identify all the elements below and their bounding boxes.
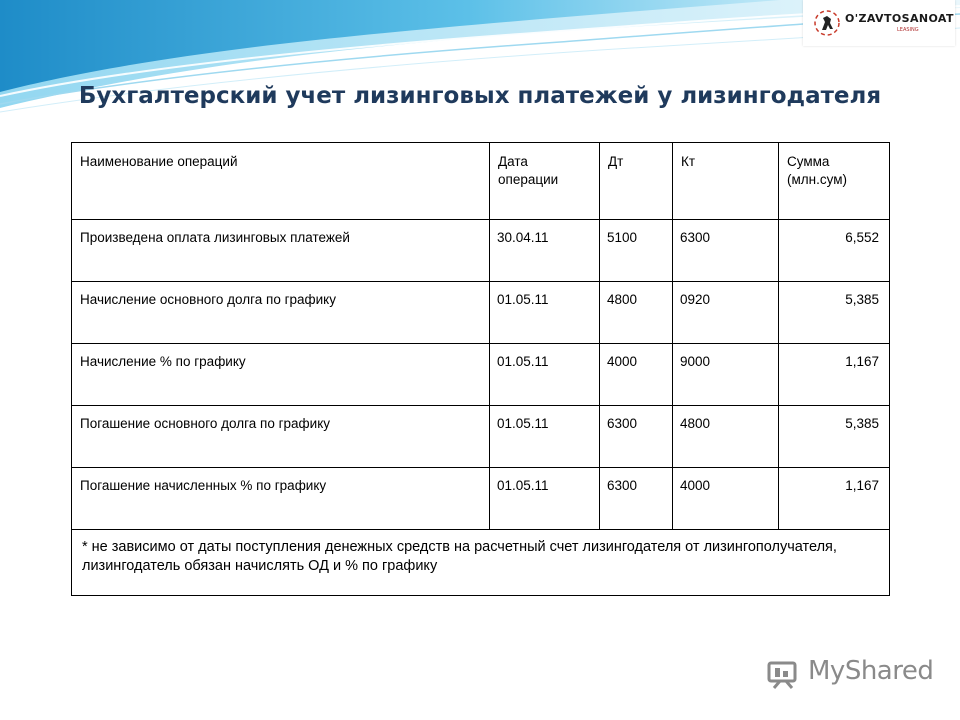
table-row [72, 220, 890, 282]
amount: 6,552 [779, 220, 890, 282]
operation-date: 01.05.11 [490, 282, 600, 344]
table-row [72, 344, 890, 406]
amount: 5,385 [779, 406, 890, 468]
column-header: Кт [673, 143, 779, 220]
operation-name: Погашение основного долга по графику [72, 406, 490, 468]
credit-account: 9000 [673, 344, 779, 406]
operation-date: 30.04.11 [490, 220, 600, 282]
amount: 1,167 [779, 468, 890, 530]
watermark-text: MyShared [808, 656, 934, 686]
debit-account: 6300 [600, 406, 673, 468]
table-footnote: * не зависимо от даты поступления денежных средств на расчетный счет лизингодателя от лизингополучателя, лизингодатель обязан начислять ОД и % по графику [72, 530, 890, 596]
brand-sub: LEASING [897, 27, 919, 33]
brand-logo [803, 0, 955, 46]
debit-account: 5100 [600, 220, 673, 282]
credit-account: 4800 [673, 406, 779, 468]
operation-name: Погашение начисленных % по графику [72, 468, 490, 530]
column-header: Дата операции [490, 143, 600, 220]
page-title: Бухгалтерский учет лизинговых платежей у лизингодателя [78, 83, 882, 109]
column-header: Сумма (млн.сум) [779, 143, 890, 220]
brand-name: O'ZAVTOSANOAT [845, 12, 954, 25]
operation-date: 01.05.11 [490, 406, 600, 468]
column-header: Дт [600, 143, 673, 220]
presentation-board-icon [766, 660, 802, 690]
operations-table [71, 142, 890, 596]
column-header: Наименование операций [72, 143, 490, 220]
horse-icon [813, 8, 841, 38]
table-note-row [72, 530, 890, 596]
operation-date: 01.05.11 [490, 468, 600, 530]
credit-account: 4000 [673, 468, 779, 530]
credit-account: 6300 [673, 220, 779, 282]
table-header-row [72, 143, 890, 220]
amount: 5,385 [779, 282, 890, 344]
table-row [72, 282, 890, 344]
amount: 1,167 [779, 344, 890, 406]
credit-account: 0920 [673, 282, 779, 344]
debit-account: 6300 [600, 468, 673, 530]
operation-name: Произведена оплата лизинговых платежей [72, 220, 490, 282]
watermark [766, 656, 934, 692]
operation-date: 01.05.11 [490, 344, 600, 406]
operation-name: Начисление % по графику [72, 344, 490, 406]
debit-account: 4800 [600, 282, 673, 344]
table-row [72, 468, 890, 530]
operation-name: Начисление основного долга по графику [72, 282, 490, 344]
debit-account: 4000 [600, 344, 673, 406]
table-row [72, 406, 890, 468]
